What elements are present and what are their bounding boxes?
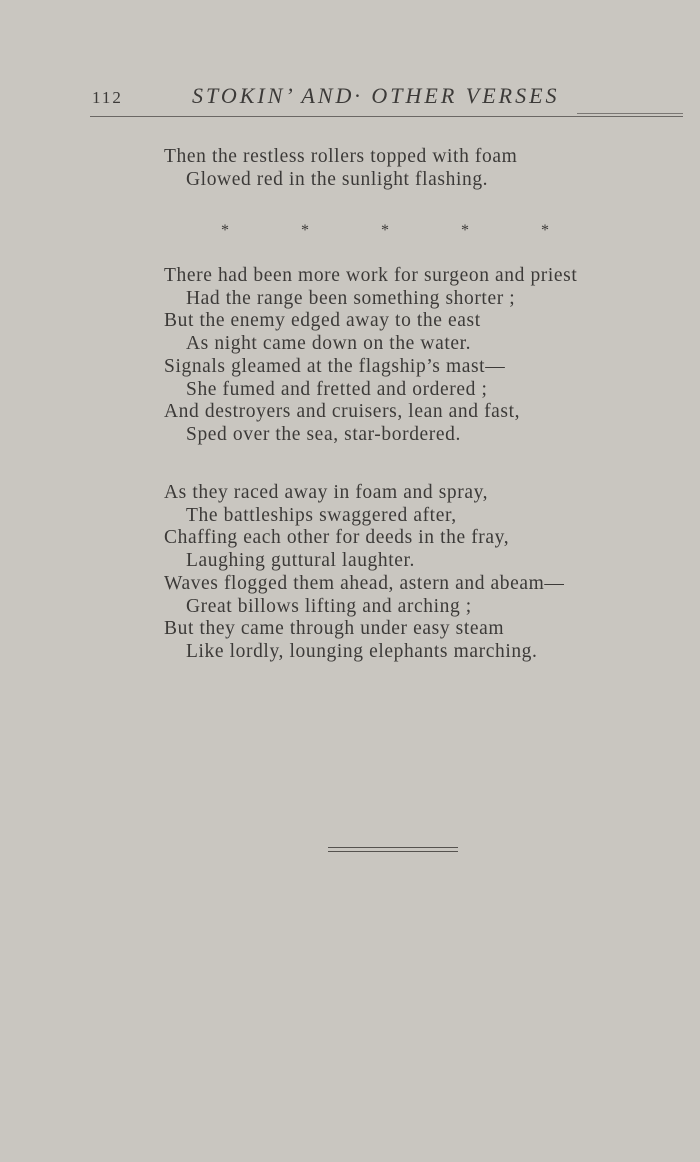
verse-line: Glowed red in the sunlight flashing. [186,168,489,190]
verse-line: And destroyers and cruisers, lean and fast, [164,401,521,423]
asterisk: * [381,222,389,239]
verse-line: Like lordly, lounging elephants marching. [186,640,538,662]
page-number: 112 [92,88,123,107]
asterisk: * [541,222,549,239]
verse-line: There had been more work for surgeon and priest [164,265,578,286]
asterisk: * [301,222,309,239]
verse-line: Then the restless rollers topped with foam [164,146,518,167]
verse-line: Had the range been something shorter ; [186,287,516,309]
verse-line: She fumed and fretted and ordered ; [186,378,488,400]
stanza-2 [164,265,577,447]
asterisk: * [461,222,469,239]
end-rule [328,847,458,852]
verse-line: But they came through under easy steam [164,618,505,640]
verse-line: Chaffing each other for deeds in the fray, [164,527,510,549]
verse-line: The battleships swaggered after, [186,504,457,526]
section-break-asterisks [0,222,700,242]
verse-line: But the enemy edged away to the east [164,310,481,332]
asterisk: * [221,222,229,239]
verse-line: Great billows lifting and arching ; [186,595,472,617]
verse-line: Waves flogged them ahead, astern and abeam— [164,572,565,594]
verse-line: Signals gleamed at the flagship’s mast— [164,355,506,377]
header-rule-accent [577,113,683,114]
stanza-1 [164,146,517,191]
verse-line: Sped over the sea, star-bordered. [186,423,461,445]
stanza-3 [164,482,565,664]
running-title: STOKIN’ AND· OTHER VERSES [192,83,560,108]
verse-line: As night came down on the water. [186,333,472,355]
verse-line: As they raced away in foam and spray, [164,482,489,503]
header-rule [90,116,683,117]
verse-line: Laughing guttural laughter. [186,550,416,572]
